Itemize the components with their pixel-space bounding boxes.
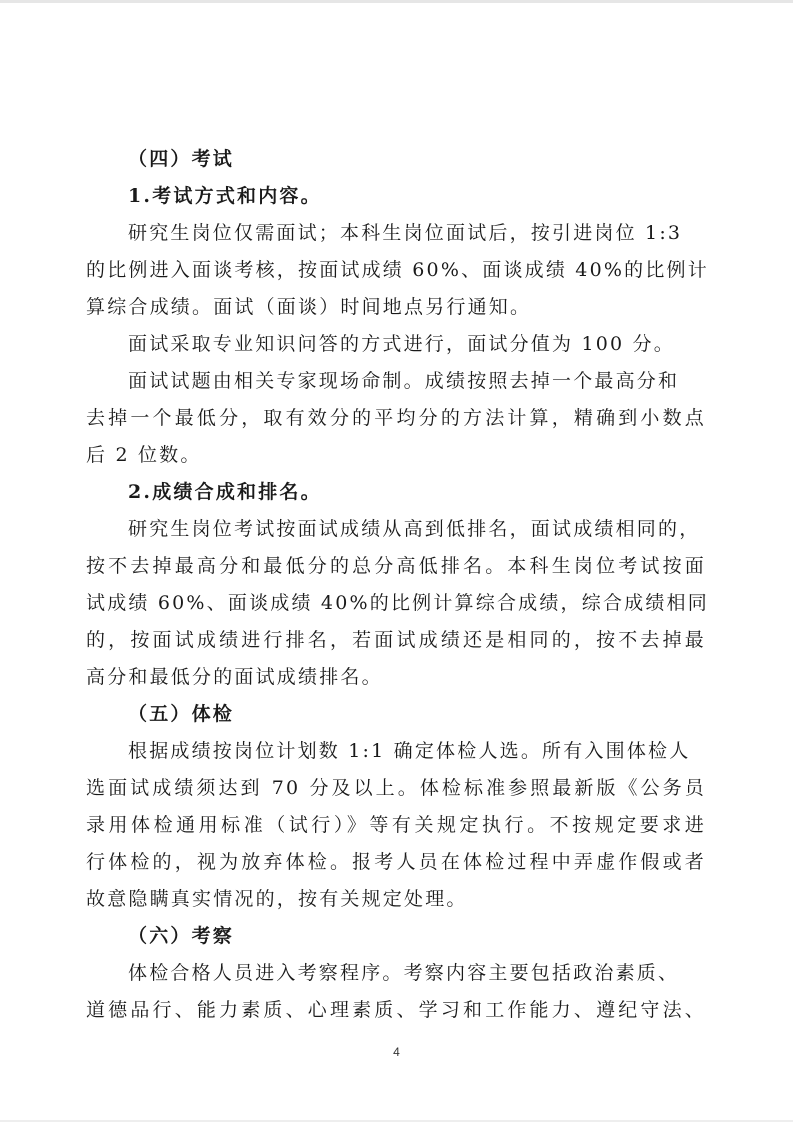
paragraph-line: 道德品行、能力素质、心理素质、学习和工作能力、遵纪守法、 [86,999,706,1021]
paragraph-line: 体检合格人员进入考察程序。考察内容主要包括政治素质、 [128,962,680,984]
page-number: 4 [393,1045,400,1059]
paragraph-line: 算综合成绩。面试（面谈）时间地点另行通知。 [86,296,532,318]
subheading-exam-method: 1.考试方式和内容。 [128,185,322,207]
paragraph-line: 试成绩 60%、面谈成绩 40%的比例计算综合成绩，综合成绩相同 [86,592,709,614]
paragraph-line: 故意隐瞒真实情况的，按有关规定处理。 [86,888,468,910]
paragraph-line: 去掉一个最低分，取有效分的平均分的方法计算，精确到小数点 [86,407,706,429]
section-heading-inspection: （六）考察 [128,925,235,947]
paragraph-line: 录用体检通用标准（试行）》等有关规定执行。不按规定要求进 [86,814,706,836]
paragraph-line: 面试试题由相关专家现场命制。成绩按照去掉一个最高分和 [128,370,680,392]
paragraph-line: 的，按面试成绩进行排名，若面试成绩还是相同的，按不去掉最 [86,629,706,651]
paragraph-line: 根据成绩按岗位计划数 1:1 确定体检人选。所有入围体检人 [128,740,691,762]
section-heading-medical: （五）体检 [128,703,235,725]
subheading-score-ranking: 2.成绩合成和排名。 [128,481,322,503]
paragraph-line: 后 2 位数。 [86,444,202,466]
paragraph-line: 的比例进入面谈考核，按面试成绩 60%、面谈成绩 40%的比例计 [86,259,709,281]
paragraph-line: 选面试成绩须达到 70 分及以上。体检标准参照最新版《公务员 [86,777,706,799]
paragraph-line: 行体检的，视为放弃体检。报考人员在体检过程中弄虚作假或者 [86,851,706,873]
section-heading-exam: （四）考试 [128,148,235,170]
paragraph-line: 研究生岗位仅需面试；本科生岗位面试后，按引进岗位 1:3 [128,222,683,244]
paragraph-line: 研究生岗位考试按面试成绩从高到低排名，面试成绩相同的， [128,518,701,540]
paragraph-line: 高分和最低分的面试成绩排名。 [86,666,383,688]
paragraph-line: 面试采取专业知识问答的方式进行，面试分值为 100 分。 [128,333,675,355]
paragraph-line: 按不去掉最高分和最低分的总分高低排名。本科生岗位考试按面 [86,555,706,577]
document-body [86,141,709,1029]
